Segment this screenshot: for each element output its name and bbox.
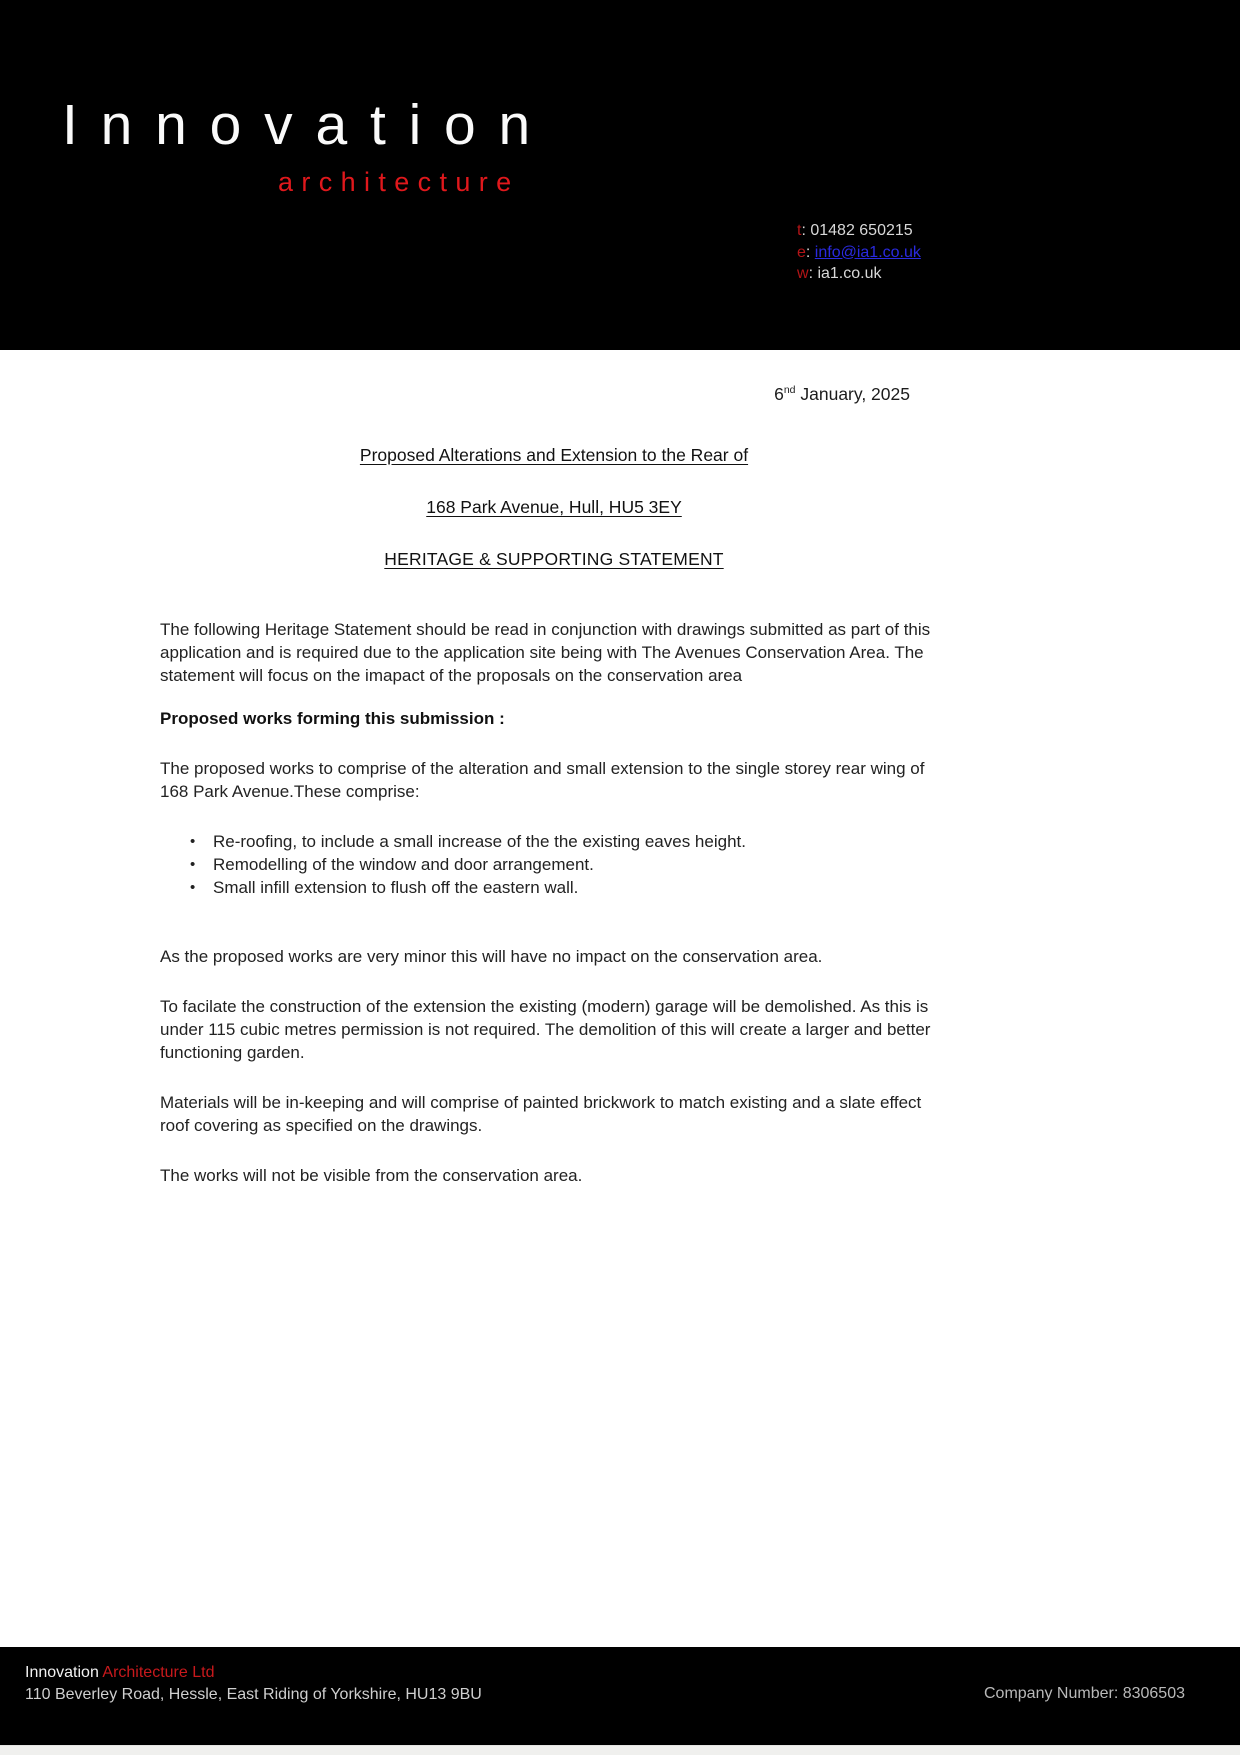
footer-left-block [25,1662,482,1706]
contact-phone [797,220,921,242]
logo-innovation: Innovation [62,93,554,157]
date-rest: January, 2025 [795,384,910,404]
bullet-icon: • [190,879,196,896]
bullet-text: Remodelling of the window and door arrangement. [213,855,594,874]
works-bullet-list [160,830,948,899]
email-link[interactable]: info@ia1.co.uk [814,243,921,261]
date-day: 6 [774,384,784,404]
bullet-icon: • [190,833,196,850]
date-ordinal: nd [783,384,796,397]
email-label: e [797,243,806,261]
heading-proposal: Proposed Alterations and Extension to the Rear of [359,445,749,465]
letterhead-footer [0,1647,1240,1745]
heading-address: 168 Park Avenue, Hull, HU5 3EY [426,497,682,517]
footer-company-white: Innovation [25,1664,103,1681]
footer-company-number: Company Number: 8306503 [983,1685,1185,1702]
heading-statement-title: HERITAGE & SUPPORTING STATEMENT [384,549,724,569]
paragraph-works-intro: The proposed works to comprise of the alteration and small extension to the single storey rear wing of 168 Park Avenue.These comprise: [160,759,925,801]
letter-date [160,384,948,405]
phone-value: 01482 650215 [810,222,913,239]
web-separator: : [808,265,818,282]
letterhead-header [0,0,1240,350]
letter-body [0,350,1240,1647]
contact-web [797,263,921,285]
web-value: ia1.co.uk [817,265,882,282]
list-item [190,876,948,899]
paragraph-intro: The following Heritage Statement should be read in conjunction with drawings submitted as part of this application and is required due to the application site being with The Avenues Conservation Area. The statement will focus on the imapact of the proposals on the conservation area [160,620,931,685]
paragraph-garage: To facilate the construction of the extension the existing (modern) garage will be demolished. As this is under 115 cubic metres permission is not required. The demolition of this will create a larger and better functioning garden. [160,997,931,1062]
web-label: w [797,265,809,282]
phone-label: t [797,222,802,239]
paragraph-materials: Materials will be in-keeping and will comprise of painted brickwork to match existing and a slate effect roof covering as specified on the drawings. [160,1093,922,1135]
contact-email [797,242,921,264]
paragraph-visibility: The works will not be visible from the conservation area. [160,1166,583,1185]
bullet-text: Re-roofing, to include a small increase of the the existing eaves height. [213,832,746,851]
paragraph-impact: As the proposed works are very minor this will have no impact on the conservation area. [160,947,823,966]
phone-separator: : [801,222,811,239]
footer-address: 110 Beverley Road, Hessle, East Riding of Yorkshire, HU13 9BU [25,1686,482,1703]
bullet-icon: • [190,856,196,873]
subheading-proposed-works: Proposed works forming this submission : [160,709,505,728]
list-item [190,853,948,876]
logo-architecture: architecture [278,167,520,197]
list-item [190,830,948,853]
footer-company-red: Architecture Ltd [102,1664,215,1681]
page-bottom-strip [0,1745,1240,1755]
contact-block [797,220,921,285]
bullet-text: Small infill extension to flush off the eastern wall. [213,878,579,897]
document-headings [160,445,948,570]
email-separator: : [805,243,815,261]
statement-text [160,618,948,1187]
footer-company-name [25,1662,482,1684]
